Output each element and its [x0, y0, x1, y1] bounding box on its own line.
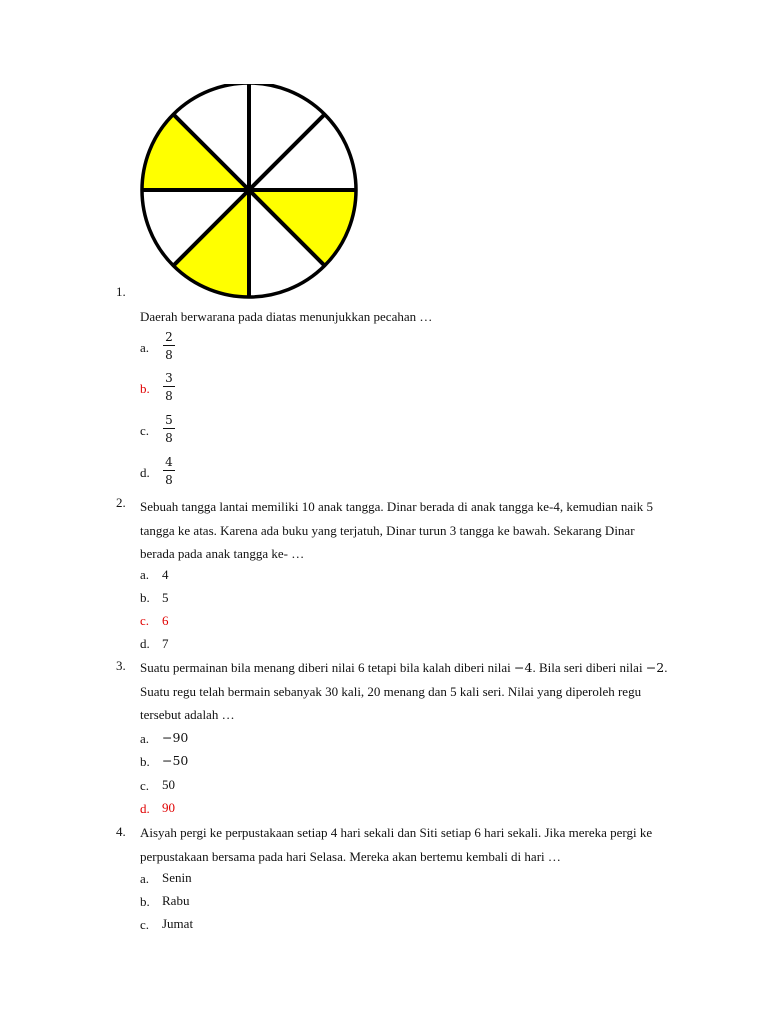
option-value: 6: [162, 613, 169, 628]
question-3-text-part-c: . Suatu regu telah bermain sebanyak 30 kali, 20 menang dan 5 kali seri. Nilai yang diperoleh regu tersebut adalah …: [140, 660, 668, 722]
option-letter: d.: [140, 636, 150, 651]
question-2-text: Sebuah tangga lantai memiliki 10 anak tangga. Dinar berada di anak tangga ke-4, kemudian naik 5 tangga ke atas. Karena ada buku yang terjatuh, Dinar turun 3 tangga ke bawah. Sekarang Dinar berada pada anak tangga ke- …: [140, 499, 653, 561]
question-number-4: 4.: [116, 824, 126, 839]
question-3-text-part-a: Suatu permainan bila menang diberi nilai 6 tetapi bila kalah diberi nilai: [140, 660, 514, 675]
numerator: 4: [165, 455, 173, 469]
fraction-2-8: [163, 330, 175, 362]
question-3-text: [140, 656, 675, 727]
denominator: 8: [165, 473, 173, 487]
denominator: 8: [165, 431, 173, 445]
denominator: 8: [165, 348, 173, 362]
option-letter: a.: [140, 567, 150, 582]
numerator: 2: [165, 330, 173, 344]
option-letter: b.: [140, 894, 150, 909]
denominator: 8: [165, 389, 173, 403]
question-1-prompt: Daerah berwarana pada diatas menunjukkan pecahan …: [140, 309, 433, 324]
option-value: 4: [162, 567, 169, 582]
math-value: −4: [514, 660, 533, 675]
question-number-3: 3.: [116, 658, 126, 673]
option-letter: a.: [140, 871, 150, 886]
question-3-text-part-b: . Bila seri diberi nilai: [532, 660, 646, 675]
fraction-circle-figure: [136, 84, 364, 300]
option-letter: d.: [140, 801, 150, 816]
math-value: −2: [645, 660, 665, 675]
option-value: 50: [162, 777, 175, 792]
option-letter: c.: [140, 778, 150, 793]
option-letter: c.: [140, 613, 150, 628]
question-number-1: 1.: [116, 284, 126, 299]
numerator: 5: [165, 413, 173, 427]
question-4-text: Aisyah pergi ke perpustakaan setiap 4 hari sekali dan Siti setiap 6 hari sekali. Jika mereka pergi ke perpustakaan bersama pada hari Selasa. Mereka akan bertemu kembali di hari …: [140, 825, 653, 864]
option-letter: a.: [140, 731, 150, 746]
question-number-2: 2.: [116, 495, 126, 510]
option-value: Rabu: [162, 893, 190, 908]
option-letter: b.: [140, 381, 150, 396]
fraction-3-8: [163, 371, 175, 403]
option-value: −50: [162, 753, 189, 768]
circle-dividers: [142, 84, 356, 297]
fraction-5-8: [163, 413, 175, 445]
option-letter: a.: [140, 340, 150, 355]
option-value: Jumat: [162, 916, 194, 931]
option-value: 7: [162, 636, 169, 651]
option-value: Senin: [162, 870, 192, 885]
option-value: −90: [162, 730, 189, 745]
option-letter: b.: [140, 754, 150, 769]
numerator: 3: [165, 371, 173, 385]
fraction-4-8: [163, 455, 175, 487]
option-letter: b.: [140, 590, 150, 605]
option-letter: c.: [140, 917, 150, 932]
option-letter: d.: [140, 465, 150, 480]
option-letter: c.: [140, 423, 150, 438]
option-value: 90: [162, 800, 175, 815]
option-value: 5: [162, 590, 169, 605]
